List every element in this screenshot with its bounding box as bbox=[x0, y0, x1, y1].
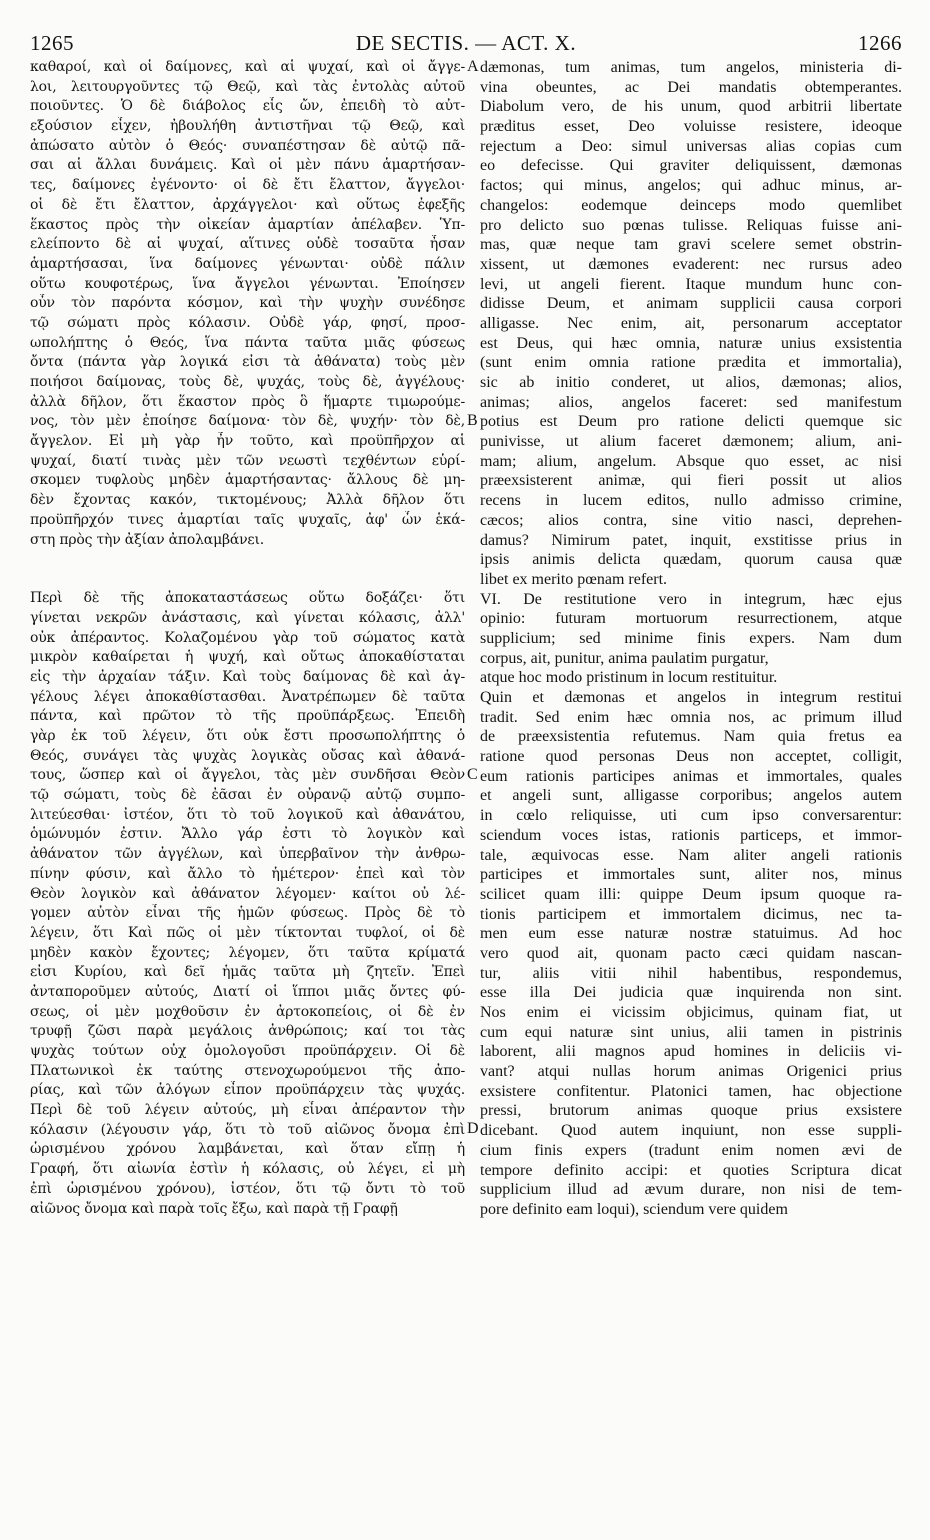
greek-text-line: οἱ δὲ ἔτι ἔλαττον, ἀρχάγγελοι· καὶ οὕτως ἐφεξῆς bbox=[30, 196, 465, 213]
latin-text-line: (sunt enim omnia ratione prædita et immortalia), bbox=[480, 354, 902, 372]
latin-text-line: animas; alios, angelos faceret: sed manifestum bbox=[480, 393, 902, 411]
running-header bbox=[30, 31, 902, 59]
greek-text-line: ρίας, καὶ τῶν ἀλόγων εἶπον προϋπάρχειν τὰς ψυχάς. bbox=[30, 1082, 465, 1099]
latin-text-line: dæmonas, tum animas, tum angelos, ministeria di- bbox=[480, 59, 902, 76]
greek-text-line: ποιοῦντες. Ὁ δὲ διάβολος εἷς ὤν, ἐπειδὴ τὸ αὐτ- bbox=[30, 98, 465, 115]
greek-text-line: ἀπώσατο αὐτὸν ὁ Θεός· συναπέστησαν δὲ αὐτῷ πᾶ- bbox=[30, 137, 465, 154]
latin-text-line: participes et immortales sunt, aliter nos, minus bbox=[480, 866, 902, 884]
latin-text-line: vero quod ait, quonam pacto cæci quidam nascan- bbox=[480, 944, 902, 962]
latin-text-line: eo defecisse. Qui graviter deliquissent, dæmonas bbox=[480, 157, 902, 175]
greek-text-line: λιτεύεσθαι· ἰστέον, ὅτι τὸ τοῦ λογικοῦ καὶ ἀθανάτου, bbox=[30, 806, 465, 823]
greek-text-line: λέγειν, ὅτι Καὶ πῶς οἱ μὲν τίκτονται τυφλοί, οἱ δὲ bbox=[30, 924, 465, 941]
latin-text-line: cium finis expers (tradunt enim nomen ævi de bbox=[480, 1141, 902, 1159]
greek-text-line: Θεὸν λογικὸν καὶ ἀθάνατον λέγομεν· καίτοι οὐ λέ- bbox=[30, 885, 465, 902]
latin-text-line: alligasse. Nec enim, ait, personarum acceptator bbox=[480, 314, 902, 332]
latin-text-line: punivisse, ut alium faceret dæmonem; alium, ani- bbox=[480, 433, 902, 451]
latin-text-line: tempore definito accipi: et quoties Scriptura dicat bbox=[480, 1161, 902, 1179]
greek-text-line: εἰς τὴν ἀρχαίαν τάξιν. Καὶ τοὺς δαίμονας δὲ καὶ ἀγ- bbox=[30, 668, 465, 685]
latin-text-line: ratione quod personas Deus non acceptet, colligit, bbox=[480, 748, 902, 766]
greek-text-line: ψυχὰς τούτων οὐχ ὁμολογοῦσι προϋπάρχειν. Οἱ δὲ bbox=[30, 1043, 465, 1059]
greek-text-line: ψυχαί, διατί τινὰς μὲν τῶν νεωστὶ τεχθέντων εὑρί- bbox=[30, 452, 465, 469]
greek-text-line: Γραφή, ὅτι αἰωνία ἐστὶν ἡ κόλασις, οὐ λέγει, εἰ μὴ bbox=[30, 1161, 465, 1178]
latin-text-line: damus? Nimirum patet, inquit, exstitisse prius in bbox=[480, 531, 902, 549]
greek-text-line: τῷ σώματι, τοὺς δὲ ἐᾶσαι ἐν οὐρανῷ αὐτῷ συμπο- bbox=[30, 787, 465, 804]
greek-text-line: πίνην φύσιν, καὶ ἄλλο τὸ ἡμέτερον· ἐπεὶ καὶ τὸν bbox=[30, 865, 465, 882]
greek-text-line: οὕτω κουφοτέρως, ἵνα ἄγγελοι γένωνται. Ἐποίησεν bbox=[30, 275, 465, 292]
latin-text-line: libet ex merito pœnam refert. bbox=[480, 570, 668, 588]
latin-text-line: didisse Deum, et animam supplicii causa corpori bbox=[480, 295, 902, 313]
greek-text-line: σκομεν τυφλοὺς μηδὲν ἁμαρτήσαντας· ἄλλους δὲ μη- bbox=[30, 472, 465, 489]
latin-text-line: in cœlo reliquisse, uti cum ipso conversarentur: bbox=[480, 807, 902, 825]
greek-text-line: Θεός, συνάγει τὰς ψυχὰς λογικὰς οὔσας καὶ ἀθανά- bbox=[30, 747, 465, 764]
greek-text-line: ἀθάνατον τῶν ἀγγέλων, καὶ ὑπερβαῖνον τὴν ἀνθρω- bbox=[30, 846, 465, 863]
latin-text-line: mas, quæ neque tam gravi scelere semet obstrin- bbox=[480, 236, 902, 254]
latin-text-line: pore definito eam loqui), sciendum vere quidem bbox=[480, 1200, 788, 1218]
greek-text-line: οὖν τὸν παρόντα κόσμον, καὶ τὴν ψυχὴν συνέδησε bbox=[30, 295, 465, 312]
latin-text-line: scilicet quam illi: quippe Deum ipsum quoque ra- bbox=[480, 885, 902, 903]
greek-text-line: ἕκαστος πρὸς τὴν οἰκείαν ἁμαρτίαν ἀπέλαβεν. Ὑπ- bbox=[30, 216, 465, 233]
paragraph-gap bbox=[30, 550, 465, 589]
latin-text-line: eum rationis participes animas et immortales, quales bbox=[480, 767, 902, 785]
greek-text-line: οὐκ ἀπέραντος. Κολαζομένου γὰρ τοῦ σώματος κατὰ bbox=[30, 629, 465, 646]
greek-text-line: δὲν ἔχοντας κακόν, τικτομένους; Ἀλλὰ δῆλον ὅτι bbox=[30, 492, 465, 509]
greek-text-line: κόλασιν (λέγουσιν γάρ, ὅτι τὸ τοῦ αἰῶνος ὄνομα ἐπὶ bbox=[30, 1121, 465, 1138]
latin-text-line: præexsisterent animæ, qui fieri possit ut alios bbox=[480, 472, 902, 490]
greek-text-line: σαι αἱ ἄλλαι δυνάμεις. Καὶ οἱ μὲν πάνυ ἁμαρτήσαν- bbox=[30, 157, 465, 174]
greek-text-line: ὄντα (πάντα γὰρ λογικά εἰσι τὰ ἀθάνατα) τοὺς μὲν bbox=[30, 354, 465, 371]
greek-text-line: ποιήσοι δαίμονας, τοὺς δὲ, ψυχάς, τοὺς δὲ, ἀγγέλους· bbox=[30, 374, 465, 390]
latin-text-line: cum equi naturæ sint unius, alii tamen in pistrinis bbox=[480, 1023, 902, 1041]
latin-text-line: exsistere confitentur. Platonici tamen, hac objectione bbox=[480, 1082, 902, 1100]
greek-text-line: εἰσι Κυρίου, καὶ δεῖ ἡμᾶς ταῦτα μὴ ζητεῖν. Ἐπεὶ bbox=[30, 964, 465, 981]
latin-text-line: VI. De restitutione vero in integrum, hæc ejus bbox=[480, 590, 902, 608]
latin-text-line: changelos: eodemque deinceps modo quemlibet bbox=[480, 196, 902, 214]
greek-text-line: νος, τὸν μὲν ἐποίησε δαίμονα· τὸν δὲ, ψυχήν· τὸν δὲ, bbox=[30, 413, 465, 430]
greek-paragraph-2 bbox=[30, 589, 465, 1219]
latin-column bbox=[480, 58, 902, 1220]
greek-text-line: τῷ σώματι πρὸς κόλασιν. Οὐδὲ γάρ, φησί, προσ- bbox=[30, 314, 465, 331]
greek-text-line: αἰῶνος ὄνομα καὶ παρὰ τοῖς ἔξω, καὶ παρὰ τῇ Γραφῇ bbox=[30, 1200, 398, 1217]
greek-text-line: γὰρ ἐκ τοῦ λέγειν, ὅτι οὐκ ἔστι προσωπολήπτης ὁ bbox=[30, 728, 465, 744]
page-number-right: 1266 bbox=[858, 31, 902, 55]
latin-text-line: sciendum voces istas, rationis particeps, et immor- bbox=[480, 826, 902, 844]
latin-text-line: dicebant. Quod autem inquiunt, non esse suppli- bbox=[480, 1122, 902, 1140]
latin-text-line: sic ab initio conderet, ut alios, dæmonas; alios, bbox=[480, 374, 902, 391]
greek-text-line: ἐπὶ ὡρισμένου χρόνου), ἰστέον, ὅτι τῷ ὄντι τὸ τοῦ bbox=[30, 1180, 465, 1197]
latin-text-line: atque hoc modo pristinum in locum restituitur. bbox=[480, 669, 778, 687]
latin-text-line: levi, ut angeli fierent. Itaque mundum hunc con- bbox=[480, 275, 902, 293]
latin-text-line: esse illa Dei judicia quæ inquirenda non sint. bbox=[480, 984, 902, 1002]
greek-text-line: μικρὸν καθαίρεται ἡ ψυχή, καὶ οὕτως ἀποκαθίσταται bbox=[30, 649, 465, 666]
latin-text-line: laborent, alii magnos apud homines in deliciis vi- bbox=[480, 1043, 902, 1061]
latin-text-line: xissent, ut dæmones evaderent: nec rursus adeo bbox=[480, 255, 902, 273]
latin-text-line: præditus esset, Deo voluisse resistere, ideoque bbox=[480, 118, 902, 136]
latin-text-line: ipsis animis delicta quædam, quorum causa quæ bbox=[480, 551, 902, 569]
greek-text-line: γομεν αὐτὸν εἶναι τῆς ἡμῶν φύσεως. Πρὸς δὲ τὸ bbox=[30, 905, 465, 922]
section-marker-b: B bbox=[467, 412, 478, 429]
latin-text-line: tionis participem et immortalem dicimus, nec ta- bbox=[480, 905, 902, 923]
latin-text-line: supplicium; sed minime finis expers. Nam dum bbox=[480, 629, 902, 647]
greek-text-line: ὁμώνυμόν ἐστιν. Ἄλλο γάρ ἐστι τὸ λογικὸν καὶ bbox=[30, 826, 465, 843]
greek-text-line: Περὶ δὲ τῆς ἀποκαταστάσεως οὕτω δοξάζει· ὅτι bbox=[30, 590, 465, 607]
greek-text-line: ωπολήπτης ὁ Θεός, ἵνα πάντα ταῦτα μιᾶς φύσεως bbox=[30, 334, 465, 351]
latin-text-line: Diabolum vero, de his unum, quod arbitrii libertate bbox=[480, 98, 902, 116]
latin-text-line: recens in lucem editos, nullo admisso crimine, bbox=[480, 492, 902, 510]
greek-text-line: γέλους λέγει ἀποκαθίστασθαι. Ἀνατρέπωμεν δὲ ταῦτα bbox=[30, 688, 465, 705]
greek-text-line: Περὶ δὲ τοῦ λέγειν αὐτούς, μὴ εἶναι ἀπέραντον τὴν bbox=[30, 1102, 465, 1119]
greek-text-line: Πλατωνικοὶ ἐκ ταύτης στενοχωρούμενοι τῆς ἀπο- bbox=[30, 1062, 465, 1079]
greek-text-line: προϋπῆρχόν τινες ἁμαρτίαι ταῖς ψυχαῖς, ἀφ' ὧν ἑκά- bbox=[30, 511, 465, 528]
latin-text-line: men eum esse naturæ nostræ statuimus. Ad hoc bbox=[480, 925, 902, 943]
latin-text-line: Quin et dæmonas et angelos in integrum restitui bbox=[480, 689, 902, 706]
greek-text-line: τρυφῇ ζῶσι παρὰ μεγάλοις ἀνθρώποις; καί τοι τὰς bbox=[30, 1023, 465, 1040]
latin-text-line: tradit. Sed enim hæc omnia nos, ac primum illud bbox=[480, 708, 902, 726]
latin-text-line: supplicium illud ad ævum durare, non nisi de tem- bbox=[480, 1181, 902, 1199]
page-number-left: 1265 bbox=[30, 31, 74, 55]
section-marker-a: A bbox=[467, 58, 479, 75]
latin-text-line: factos; qui minus, angelos; qui adhuc minus, ar- bbox=[480, 177, 902, 195]
greek-text-line: τους, ὥσπερ καὶ οἱ ἄγγελοι, τὰς μὲν συνδῆσαι Θεὸν bbox=[30, 767, 465, 784]
latin-text-line: pressi, brutorum animas quoque prius exsistere bbox=[480, 1102, 902, 1120]
greek-text-line: ἄγγελον. Εἰ μὴ γὰρ ἦν τοῦτο, καὶ προϋπῆρχον αἱ bbox=[30, 433, 465, 450]
latin-text-line: Nos enim ei vicissim objicimus, quinam fiat, ut bbox=[480, 1004, 902, 1021]
greek-text-line: ἁμαρτήσασαι, ἵνα δαίμονες γένωνται· οὐδὲ πάλιν bbox=[30, 255, 465, 272]
latin-text-line: opinio: futuram mortuorum resurrectionem, atque bbox=[480, 610, 902, 628]
greek-text-line: τες, δαίμονες ἐγένοντο· οἱ δὲ ἔτι ἔλαττον, ἄγγελοι· bbox=[30, 177, 465, 194]
latin-text-line: rejectum a Deo: simul universas alias copias cum bbox=[480, 137, 902, 155]
greek-text-line: εξούσιον εἶχεν, ἠβουλήθη ἀντιστῆναι τῷ Θεῷ, καὶ bbox=[30, 118, 465, 135]
greek-text-line: γίνεται νεκρῶν ἀνάστασις, καὶ γίνεται κόλασις, ἀλλ' bbox=[30, 609, 465, 626]
greek-text-line: στη πρὸς τὴν ἀξίαν ἀπολαμβάνει. bbox=[30, 531, 265, 548]
greek-text-line: πάντα, καὶ πρῶτον τὸ τῆς προϋπάρξεως. Ἐπειδὴ bbox=[30, 708, 465, 725]
greek-column bbox=[30, 58, 465, 1219]
latin-text-line: pro delicto suo pœnas tulisse. Reliquas fuisse ani- bbox=[480, 216, 902, 234]
latin-text-line: potius est Deum pro ratione delicti quemque sic bbox=[480, 413, 902, 431]
latin-text-line: mam; alium, angelum. Absque quo esset, ac nisi bbox=[480, 452, 902, 470]
greek-text-line: ἀνταποροῦμεν αὐτούς, Διατί οἱ ἵπποι μιᾶς ὄντες φύ- bbox=[30, 983, 465, 1000]
greek-text-line: ἀλλὰ δῆλον, ὅτι ἕκαστον πρὸς ὃ ἥμαρτε τιμωρούμε- bbox=[30, 393, 465, 410]
latin-text-line: cæcos; alios contra, sine vitio nasci, deprehen- bbox=[480, 511, 902, 529]
section-marker-c: C bbox=[467, 766, 478, 783]
latin-text-line: tur, aliis vitii nihil habentibus, respondemus, bbox=[480, 964, 902, 982]
latin-text-line: de præexsistentia refutemus. Nam quia fretus ea bbox=[480, 728, 902, 746]
greek-text-line: λοι, λειτουργοῦντες τῷ Θεῷ, καὶ τὰς ἐντολὰς αὐτοῦ bbox=[30, 78, 465, 95]
latin-text-line: et angeli sunt, alligasse corporibus; angelos autem bbox=[480, 787, 902, 805]
greek-text-line: καθαροί, καὶ οἱ δαίμονες, καὶ αἱ ψυχαί, καὶ οἱ ἄγγε- bbox=[30, 59, 465, 75]
latin-text-line: vina obeuntes, ac Dei mandatis obtemperantes. bbox=[480, 78, 902, 96]
section-marker-d: D bbox=[467, 1120, 479, 1137]
latin-text-line: tale, æquivocas esse. Nam aliter angeli rationis bbox=[480, 846, 902, 864]
greek-text-line: ελείποντο δὲ αἱ ψυχαί, αἵτινες οὐδὲ τοσαῦτα ἦσαν bbox=[30, 236, 465, 253]
running-title: DE SECTIS. — ACT. X. bbox=[355, 31, 577, 55]
greek-text-line: σεως, οἱ μὲν μοχθοῦσιν ἐν ἀρτοκοπείοις, οἱ δὲ ἐν bbox=[30, 1003, 465, 1020]
greek-paragraph-1 bbox=[30, 58, 465, 550]
latin-text-line: corpus, ait, punitur, anima paulatim purgatur, bbox=[480, 649, 769, 667]
latin-text-line: vant? atqui nullas horum animas Origenici prius bbox=[480, 1063, 902, 1081]
greek-text-line: ὡρισμένου χρόνου λαμβάνεται, καὶ ὅταν εἴπῃ ἡ bbox=[30, 1141, 465, 1158]
greek-text-line: μηδὲν κακὸν ἔχοντες; λέγομεν, ὅτι ταῦτα κρίματά bbox=[30, 944, 465, 961]
latin-text-line: est Deus, qui hæc omnia, naturæ unius exsistentia bbox=[480, 334, 902, 352]
